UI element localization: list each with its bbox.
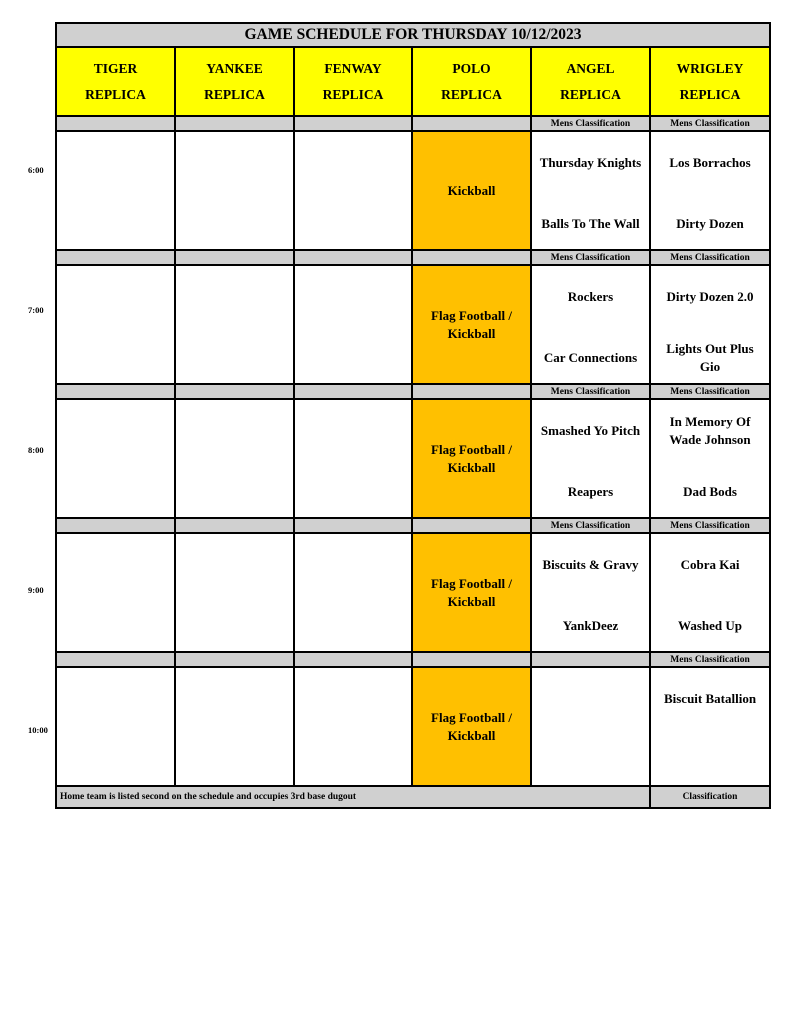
slot-cell-empty <box>294 667 412 786</box>
polo-game-label: Flag Football / Kickball <box>431 307 512 341</box>
polo-game-cell <box>412 399 531 518</box>
classification-cell <box>175 384 294 399</box>
venue-header-angel: ANGEL REPLICA <box>531 47 650 116</box>
away-team: Dirty Dozen 2.0 <box>666 289 754 304</box>
slot-cell-empty <box>175 265 294 384</box>
home-team: Dirty Dozen <box>676 216 744 231</box>
time-label-9: 9:00 <box>28 585 44 595</box>
time-label-10: 10:00 <box>28 725 48 735</box>
slot-cell-empty <box>56 131 175 250</box>
away-team: Smashed Yo Pitch <box>540 423 641 438</box>
slot-cell-empty <box>56 265 175 384</box>
slot-cell-empty <box>56 533 175 652</box>
home-team: Lights Out Plus Gio <box>666 341 754 374</box>
away-team: Los Borrachos <box>669 155 751 170</box>
classification-label: Mens Classification <box>531 250 650 265</box>
classification-cell <box>175 518 294 533</box>
venue-header-tiger: TIGER REPLICA <box>56 47 175 116</box>
classification-label: Mens Classification <box>531 518 650 533</box>
footer-classification: Classification <box>650 786 770 808</box>
home-team <box>651 742 769 778</box>
venue-header-fenway: FENWAY REPLICA <box>294 47 412 116</box>
wrigley-game-cell <box>650 667 770 786</box>
schedule-table <box>55 22 771 809</box>
wrigley-game-cell <box>650 265 770 384</box>
polo-game-label: Flag Football / Kickball <box>431 441 512 475</box>
angel-game-cell <box>531 667 650 786</box>
page-title: GAME SCHEDULE FOR THURSDAY 10/12/2023 <box>56 23 770 47</box>
time-label-6: 6:00 <box>28 165 44 175</box>
slot-cell-empty <box>56 667 175 786</box>
classification-cell <box>175 652 294 667</box>
classification-cell <box>531 652 650 667</box>
wrigley-game-cell <box>650 399 770 518</box>
slot-cell-empty <box>294 399 412 518</box>
classification-cell <box>56 518 175 533</box>
classification-cell <box>56 652 175 667</box>
polo-game-cell <box>412 533 531 652</box>
polo-game-label: Flag Football / Kickball <box>431 575 512 609</box>
time-label-8: 8:00 <box>28 445 44 455</box>
home-team: Washed Up <box>678 618 742 633</box>
classification-cell <box>56 116 175 131</box>
angel-game-cell <box>531 131 650 250</box>
wrigley-game-cell <box>650 131 770 250</box>
classification-cell <box>412 384 531 399</box>
slot-cell-empty <box>294 131 412 250</box>
angel-game-cell <box>531 265 650 384</box>
classification-cell <box>175 116 294 131</box>
away-team: Biscuits & Gravy <box>542 557 639 572</box>
slot-cell-empty <box>175 399 294 518</box>
classification-cell <box>175 250 294 265</box>
classification-cell <box>294 384 412 399</box>
classification-label: Mens Classification <box>650 384 770 399</box>
classification-cell <box>56 384 175 399</box>
home-team <box>532 742 649 778</box>
angel-game-cell <box>531 533 650 652</box>
classification-cell <box>56 250 175 265</box>
angel-game-cell <box>531 399 650 518</box>
classification-cell <box>412 116 531 131</box>
away-team: Thursday Knights <box>539 155 642 170</box>
slot-cell-empty <box>175 667 294 786</box>
classification-cell <box>412 250 531 265</box>
home-team: YankDeez <box>562 618 619 633</box>
polo-game-cell <box>412 131 531 250</box>
classification-cell <box>412 652 531 667</box>
polo-game-cell <box>412 265 531 384</box>
away-team: Rockers <box>567 289 614 304</box>
polo-game-cell <box>412 667 531 786</box>
classification-cell <box>294 518 412 533</box>
classification-cell <box>294 652 412 667</box>
away-team: Cobra Kai <box>680 557 740 572</box>
home-team: Balls To The Wall <box>541 216 640 231</box>
venue-header-yankee: YANKEE REPLICA <box>175 47 294 116</box>
slot-cell-empty <box>175 533 294 652</box>
polo-game-label: Flag Football / Kickball <box>431 709 512 743</box>
slot-cell-empty <box>175 131 294 250</box>
classification-label: Mens Classification <box>531 116 650 131</box>
classification-label: Mens Classification <box>650 250 770 265</box>
classification-label: Mens Classification <box>650 652 770 667</box>
polo-game-label: Kickball <box>447 182 496 198</box>
home-team: Dad Bods <box>683 484 737 499</box>
venue-header-polo: POLO REPLICA <box>412 47 531 116</box>
slot-cell-empty <box>56 399 175 518</box>
classification-label: Mens Classification <box>531 384 650 399</box>
away-team: In Memory Of Wade Johnson <box>669 414 751 447</box>
venue-header-wrigley: WRIGLEY REPLICA <box>650 47 770 116</box>
away-team <box>532 681 649 717</box>
classification-label: Mens Classification <box>650 518 770 533</box>
classification-cell <box>294 116 412 131</box>
classification-cell <box>412 518 531 533</box>
classification-cell <box>294 250 412 265</box>
classification-label: Mens Classification <box>650 116 770 131</box>
home-team: Reapers <box>567 484 614 499</box>
time-label-7: 7:00 <box>28 305 44 315</box>
wrigley-game-cell <box>650 533 770 652</box>
footer-note: Home team is listed second on the schedule and occupies 3rd base dugout <box>56 786 650 808</box>
away-team: Biscuit Batallion <box>663 691 757 706</box>
slot-cell-empty <box>294 265 412 384</box>
home-team: Car Connections <box>543 350 638 365</box>
slot-cell-empty <box>294 533 412 652</box>
